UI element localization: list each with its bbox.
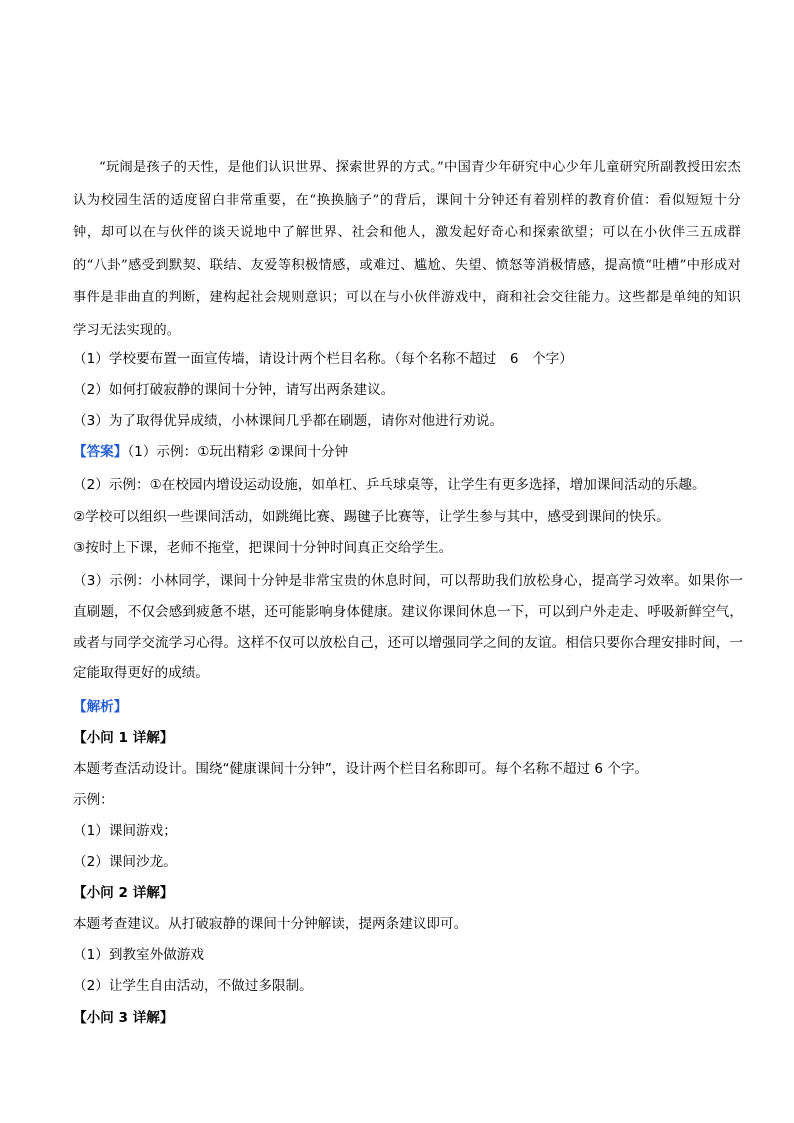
answer-3: （3）示例：小林同学，课间十分钟是非常宝贵的休息时间，可以帮助我们放松身心，提高学习效率。如果你一直刷题，不仅会感到疲惫不堪，还可能影响身体健康。建议你课间休息一下，可以到户外走走、呼吸新鲜空气，或者与同学交流学习心得。这样不仅可以放松自己，还可以增强同学之间的友谊。相信只要你合理安排时间，一定能取得更好的成绩。 <box>73 573 743 682</box>
question-1: （1）学校要布置一面宣传墙，请设计两个栏目名称。（每个名称不超过 6 个字） <box>73 351 573 367</box>
answer-2-line-2: ②学校可以组织一些课间活动，如跳绳比赛、踢毽子比赛等，让学生参与其中，感受到课间的快乐。 <box>73 509 670 525</box>
sub-question-2-intro: 本题考查建议。从打破寂静的课间十分钟解读，提两条建议即可。 <box>73 916 468 932</box>
analysis-tag: 【解析】 <box>73 699 128 715</box>
answer-2-line-3: ③按时上下课，老师不拖堂，把课间十分钟时间真正交给学生。 <box>73 540 453 556</box>
sub-question-1-intro: 本题考查活动设计。围绕“健康课间十分钟”，设计两个栏目名称即可。每个名称不超过 6 个字。 <box>73 761 649 777</box>
answer-1: （1）示例：①玩出精彩 ②课间十分钟 <box>127 444 349 460</box>
answer-line-1 <box>73 442 743 462</box>
answer-tag: 【答案】 <box>73 444 128 460</box>
sub-question-2-title: 【小问 2 详解】 <box>73 885 174 901</box>
answer-2-line-1: （2）示例：①在校园内增设运动设施，如单杠、乒乓球桌等，让学生有更多选择，增加课间活动的乐趣。 <box>73 477 706 493</box>
sub-question-1-example-label: 示例： <box>73 792 114 808</box>
sub-question-2-item-2: （2）让学生自由活动，不做过多限制。 <box>73 978 313 994</box>
question-2: （2）如何打破寂静的课间十分钟，请写出两条建议。 <box>73 382 395 398</box>
sub-question-1-title: 【小问 1 详解】 <box>73 730 174 746</box>
sub-question-3-title: 【小问 3 详解】 <box>73 1010 174 1026</box>
sub-question-1-item-2: （2）课间沙龙。 <box>73 854 177 870</box>
reading-passage: “玩闹是孩子的天性，是他们认识世界、探索世界的方式。”中国青少年研究中心少年儿童研究所副教授田宏杰认为校园生活的适度留白非常重要，在“换换脑子”的背后，课间十分钟还有着别样的教育价值：看似短短十分钟，却可以在与伙伴的谈天说地中了解世界、社会和他人，激发起好奇心和探索欲望；可以在小伙伴三五成群的“八卦”感受到默契、联结、友爱等积极情感，或难过、尴尬、失望、愤怒等消极情感，提高愤“吐槽”中形成对事件是非曲直的判断，建构起社会规则意识；可以在与小伙伴游戏中，商和社会交往能力。这些都是单纯的知识学习无法实现的。 <box>73 160 741 338</box>
question-3: （3）为了取得优异成绩，小林课间几乎都在刷题，请你对他进行劝说。 <box>73 413 504 429</box>
sub-question-2-item-1: （1）到教室外做游戏 <box>73 947 204 963</box>
sub-question-1-item-1: （1）课间游戏； <box>73 823 177 839</box>
